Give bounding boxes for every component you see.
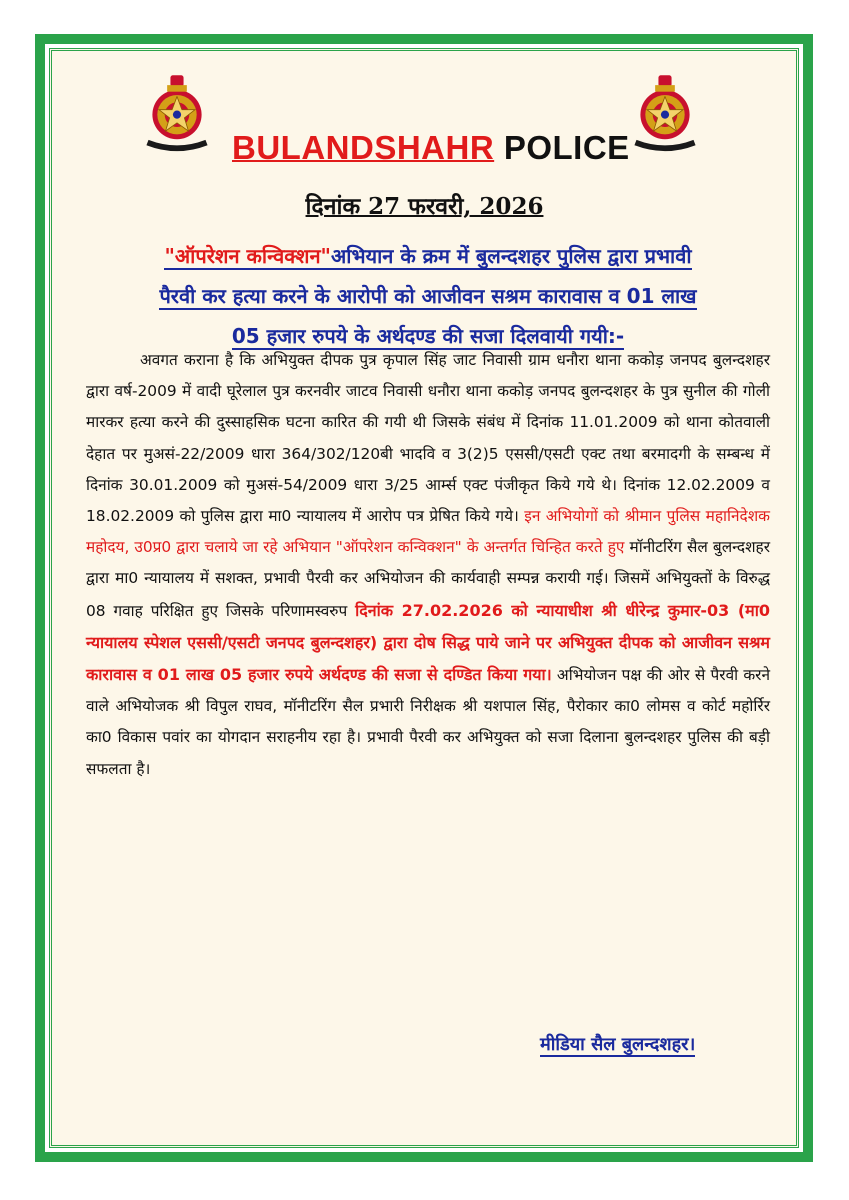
headline-line-2-text: पैरवी कर हत्या करने के आरोपी को आजीवन सश्रम कारावास व 01 लाख <box>159 284 697 308</box>
signature-text: मीडिया सैल बुलन्दशहर। <box>540 1034 696 1055</box>
headline-line-2 <box>88 276 768 316</box>
headline-line-1-rest: अभियान के क्रम में बुलन्दशहर पुलिस द्वारा प्रभावी <box>330 244 692 268</box>
headline-line-3-text: 05 हजार रुपये के अर्थदण्ड की सजा दिलवायी गयी:- <box>231 324 625 348</box>
body-segment-acknowledgement: अभियोजन पक्ष की ओर से पैरवी करने वाले अभियोजक श्री विपुल राघव, मॉनीटरिंग सैल प्रभारी निरीक्षक श्री यशपाल सिंह, पैरोकार का0 लोमस व कोर्ट महोर्रिर का0 विकास पवांर का योगदान सराहनीय रहा है। प्रभावी पैरवी कर अभियुक्त को सजा दिलाना बुलन्दशहर पुलिस की बड़ी सफलता है। <box>86 666 770 778</box>
body-segment-verdict: दिनांक 27.02.2026 को न्यायाधीश श्री धीरेन्द्र कुमार-03 (मा0 न्यायालय स्पेशल एससी/एसटी जनपद बुलन्दशहर) द्वारा दोष सिद्ध पाये जाने पर अभियुक्त दीपक को आजीवन सश्रम कारावास व 01 लाख 05 हजार रुपये अर्थदण्ड की सजा से दण्डित किया गया। <box>86 600 771 685</box>
body-segment-case-details: अवगत कराना है कि अभियुक्त दीपक पुत्र कृपाल सिंह जाट निवासी ग्राम धनौरा थाना ककोड़ जनपद बुलन्दशहर द्वारा वर्ष-2009 में वादी घूरेलाल पुत्र करनवीर जाटव निवासी धनौरा थाना ककोड़ जनपद बुलन्दशहर के पुत्र सुनील की गोली मारकर हत्या करने की दुस्साहसिक घटना कारित की गयी थी जिसके संबंध में दिनांक 11.01.2009 को थाना कोतवाली देहात पर मुअसं-22/2009 धारा 364/302/120बी भादवि व 3(2)5 एससी/एसटी एक्ट तथा बरमादगी के सम्बन्ध में दिनांक 30.01.2009 को मुअसं-54/2009 धारा 3/25 आर्म्स एक्ट पंजीकृत किये गये थे। दिनांक 12.02.2009 व 18.02.2009 को पुलिस द्वारा मा0 न्यायालय में आरोप पत्र प्रेषित किये गये। <box>86 351 770 526</box>
headline <box>88 236 768 356</box>
brand-police: POLICE <box>503 129 630 166</box>
body-text <box>86 345 770 785</box>
headline-line-1 <box>88 236 768 276</box>
up-police-emblem-icon <box>624 72 706 154</box>
signature <box>540 1030 780 1060</box>
body-segment-operation: इन अभियोगों को श्रीमान पुलिस महानिदेशक महोदय, उ0प्र0 द्वारा चलाये जा रहे अभियान "ऑपरेशन कन्विक्शन" के अन्तर्गत चिन्हित करते हुए <box>86 507 770 557</box>
body-segment-prosecution: मॉनीटरिंग सैल बुलन्दशहर द्वारा मा0 न्यायालय में सशक्त, प्रभावी पैरवी कर अभियोजन की कार्यवाही सम्पन्न करायी गई। जिसमें अभियुक्तों के विरुद्ध 08 गवाह परिक्षित हुए जिसके परिणामस्वरुप <box>86 538 771 620</box>
brand-district: BULANDSHAHR <box>232 129 495 166</box>
operation-name: "ऑपरेशन कन्विक्शन" <box>164 244 331 268</box>
release-date <box>0 190 849 224</box>
up-police-emblem-icon <box>136 72 218 154</box>
release-date-text: दिनांक 27 फरवरी, 2026 <box>305 193 544 220</box>
page-title <box>232 128 630 168</box>
body-paragraph <box>86 345 770 785</box>
